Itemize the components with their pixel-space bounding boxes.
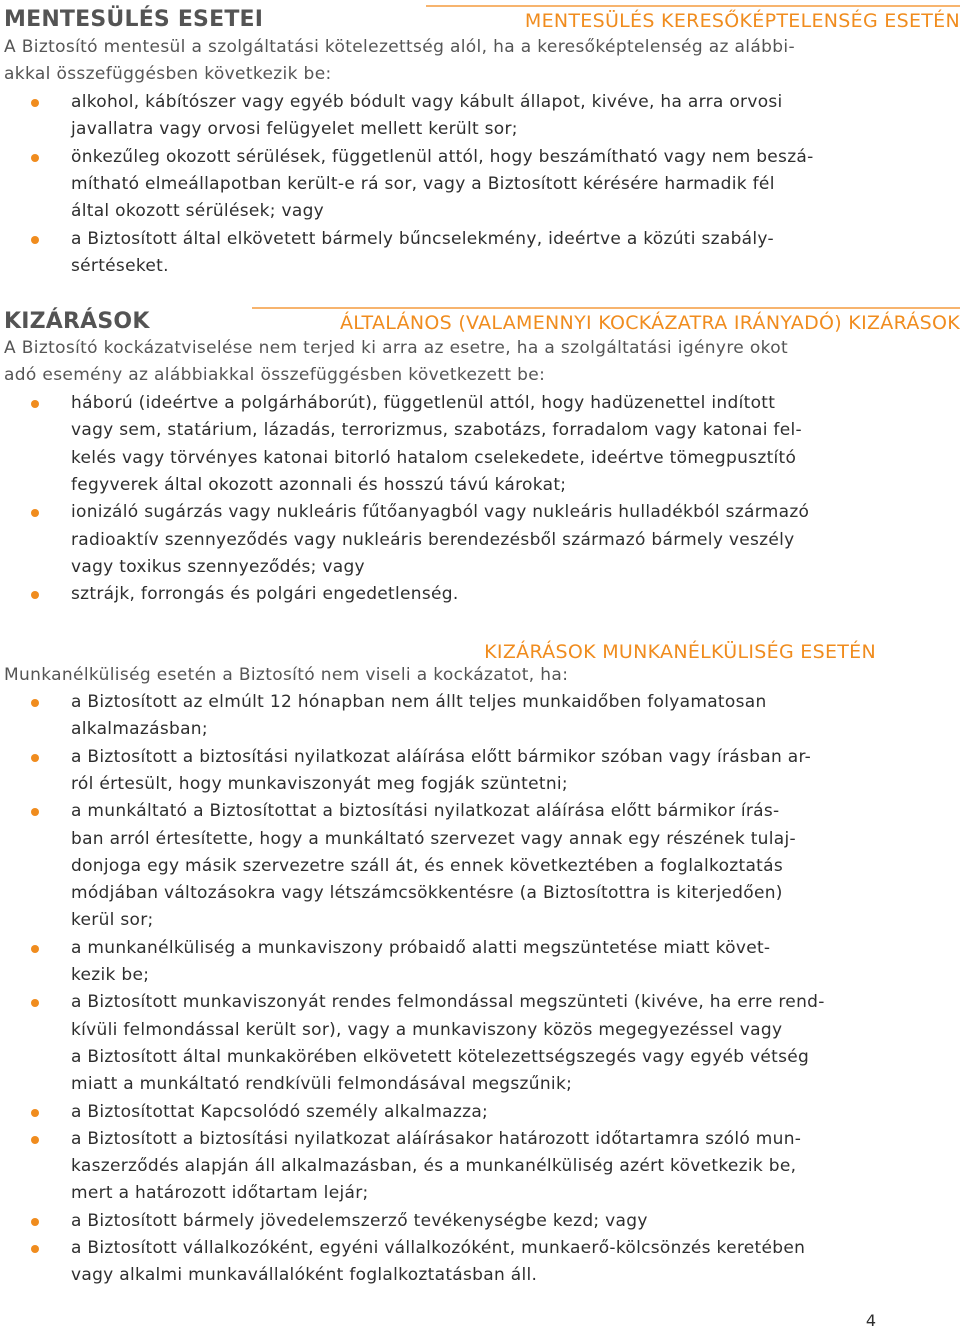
bullet-icon — [31, 1136, 39, 1144]
bullet-icon — [31, 400, 39, 408]
page-number: 4 — [865, 1311, 876, 1330]
bullet-item-line: mert a határozott időtartam lejár; — [71, 1183, 369, 1204]
bullet-icon — [31, 1218, 39, 1226]
bullet-item-line: alkohol, kábítószer vagy egyéb bódult vagy kábult állapot, kivéve, ha arra orvosi — [71, 92, 783, 112]
bullet-item-line: a Biztosított vállalkozóként, egyéni vállalkozóként, munkaerő-kölcsönzés keretében — [71, 1238, 806, 1258]
bullet-item-line: a Biztosítottat Kapcsolódó személy alkalmazza; — [71, 1101, 489, 1122]
bullet-item-line: donjoga egy másik szervezetre száll át, és ennek következtében a foglalkoztatás — [71, 855, 784, 876]
bullet-item-line: alkalmazásban; — [71, 719, 208, 740]
bullet-item-line: módjában változásokra vagy létszámcsökkentésre (a Biztosítottra is kiterjedően) — [71, 883, 783, 904]
section3-heading-row — [0, 633, 960, 663]
bullet-item-line: fegyverek által okozott azonnali és hosszú távú károkat; — [71, 474, 567, 495]
bullet-item-line: önkezűleg okozott sérülések, függetlenül attól, hogy beszámítható vagy nem beszá- — [71, 146, 814, 167]
bullet-item-line: kezik be; — [71, 965, 150, 985]
bullet-item-line: ban arról értesítette, hogy a munkáltató szervezet vagy annak egy részének tulaj- — [71, 828, 796, 849]
bullet-item-line: kaszerződés alapján áll alkalmazásban, és a munkanélküliség azért következik be, — [71, 1156, 797, 1177]
bullet-item-line: vagy toxikus szennyeződés; vagy — [71, 556, 365, 577]
intro-text: A Biztosító kockázatviselése nem terjed ki arra az esetre, ha a szolgáltatási igényre okot — [4, 338, 788, 358]
bullet-icon — [31, 999, 39, 1007]
bullet-item-line: a Biztosított a biztosítási nyilatkozat aláírása előtt bármikor szóban vagy írásban ar- — [71, 746, 812, 767]
intro-text: Munkanélküliség esetén a Biztosító nem viseli a kockázatot, ha: — [4, 665, 569, 685]
bullet-item-line: a Biztosított által munkakörében elkövetett kötelezettségszegés vagy egyéb vétség — [71, 1046, 810, 1067]
bullet-item-line: által okozott sérülések; vagy — [71, 201, 325, 222]
bullet-icon — [31, 1245, 39, 1253]
section-subtitle: ÁLTALÁNOS (VALAMENNYI KOCKÁZATRA IRÁNYADÓ) KIZÁRÁSOK — [252, 307, 960, 334]
section1-heading-row — [0, 2, 960, 32]
bullet-item-line: radioaktív szennyeződés vagy nukleáris berendezésből származó bármely veszély — [71, 529, 795, 550]
bullet-icon — [31, 509, 39, 517]
bullet-icon — [31, 699, 39, 707]
bullet-icon — [31, 591, 39, 599]
bullet-icon — [31, 1109, 39, 1117]
section-subtitle: KIZÁRÁSOK MUNKANÉLKÜLISÉG ESETÉN — [484, 641, 876, 663]
bullet-item-line: a Biztosított a biztosítási nyilatkozat aláírásakor határozott időtartamra szóló mun- — [71, 1128, 802, 1149]
bullet-item-line: a Biztosított az elmúlt 12 hónapban nem állt teljes munkaidőben folyamatosan — [71, 692, 767, 712]
bullet-item-line: a munkanélküliség a munkaviszony próbaidő alatti megszüntetése miatt követ- — [71, 937, 771, 958]
bullet-item-line: sztrájk, forrongás és polgári engedetlenség. — [71, 584, 459, 605]
bullet-item-line: vagy alkalmi munkavállalóként foglalkoztatásban áll. — [71, 1265, 538, 1286]
bullet-item-line: mítható elmeállapotban került-e rá sor, vagy a Biztosított kérésére harmadik fél — [71, 173, 775, 194]
bullet-item-line: javallatra vagy orvosi felügyelet mellett került sor; — [71, 119, 518, 140]
bullet-icon — [31, 808, 39, 816]
bullet-item-line: miatt a munkáltató rendkívüli felmondásával megszűnik; — [71, 1074, 573, 1095]
bullet-item-line: a Biztosított munkaviszonyát rendes felmondással megszünteti (kivéve, ha erre rend- — [71, 992, 825, 1013]
bullet-item-line: kívüli felmondással került sor), vagy a munkaviszony közös megegyezéssel vagy — [71, 1019, 783, 1040]
intro-text: A Biztosító mentesül a szolgáltatási kötelezettség alól, ha a keresőképtelenség az alábbi- — [4, 37, 795, 57]
bullet-item-line: ionizáló sugárzás vagy nukleáris fűtőanyagból vagy nukleáris hulladékból származó — [71, 502, 810, 523]
bullet-item-line: a Biztosított bármely jövedelemszerző tevékenységbe kezd; vagy — [71, 1210, 648, 1231]
section-title: MENTESÜLÉS ESETEI — [4, 7, 264, 32]
bullet-item-line: a Biztosított által elkövetett bármely bűncselekmény, ideértve a közúti szabály- — [71, 228, 774, 249]
bullet-icon — [31, 99, 39, 107]
bullet-icon — [31, 154, 39, 162]
bullet-item-line: a munkáltató a Biztosítottat a biztosítási nyilatkozat aláírása előtt bármikor írás- — [71, 801, 780, 822]
bullet-item-line: vagy sem, statárium, lázadás, terrorizmus, szabotázs, forradalom vagy katonai fel- — [71, 420, 802, 441]
bullet-item-line: kelés vagy törvényes katonai bitorló hatalom cselekedete, ideértve tömegpusztító — [71, 447, 797, 468]
intro-text: akkal összefüggésben következik be: — [4, 64, 332, 85]
bullet-item-line: háború (ideértve a polgárháborút), függetlenül attól, hogy hadüzenettel indított — [71, 393, 776, 413]
section-subtitle: MENTESÜLÉS KERESŐKÉPTELENSÉG ESETÉN — [426, 5, 960, 32]
bullet-item-line: sértéseket. — [71, 255, 169, 276]
bullet-item-line: ról értesült, hogy munkaviszonyát meg fogják szüntetni; — [71, 773, 568, 794]
bullet-item-line: kerül sor; — [71, 910, 154, 931]
section-title: KIZÁRÁSOK — [4, 309, 150, 334]
bullet-icon — [31, 754, 39, 762]
intro-text: adó esemény az alábbiakkal összefüggésben következett be: — [4, 365, 546, 386]
section2-heading-row — [0, 304, 960, 334]
bullet-icon — [31, 236, 39, 244]
bullet-icon — [31, 945, 39, 953]
